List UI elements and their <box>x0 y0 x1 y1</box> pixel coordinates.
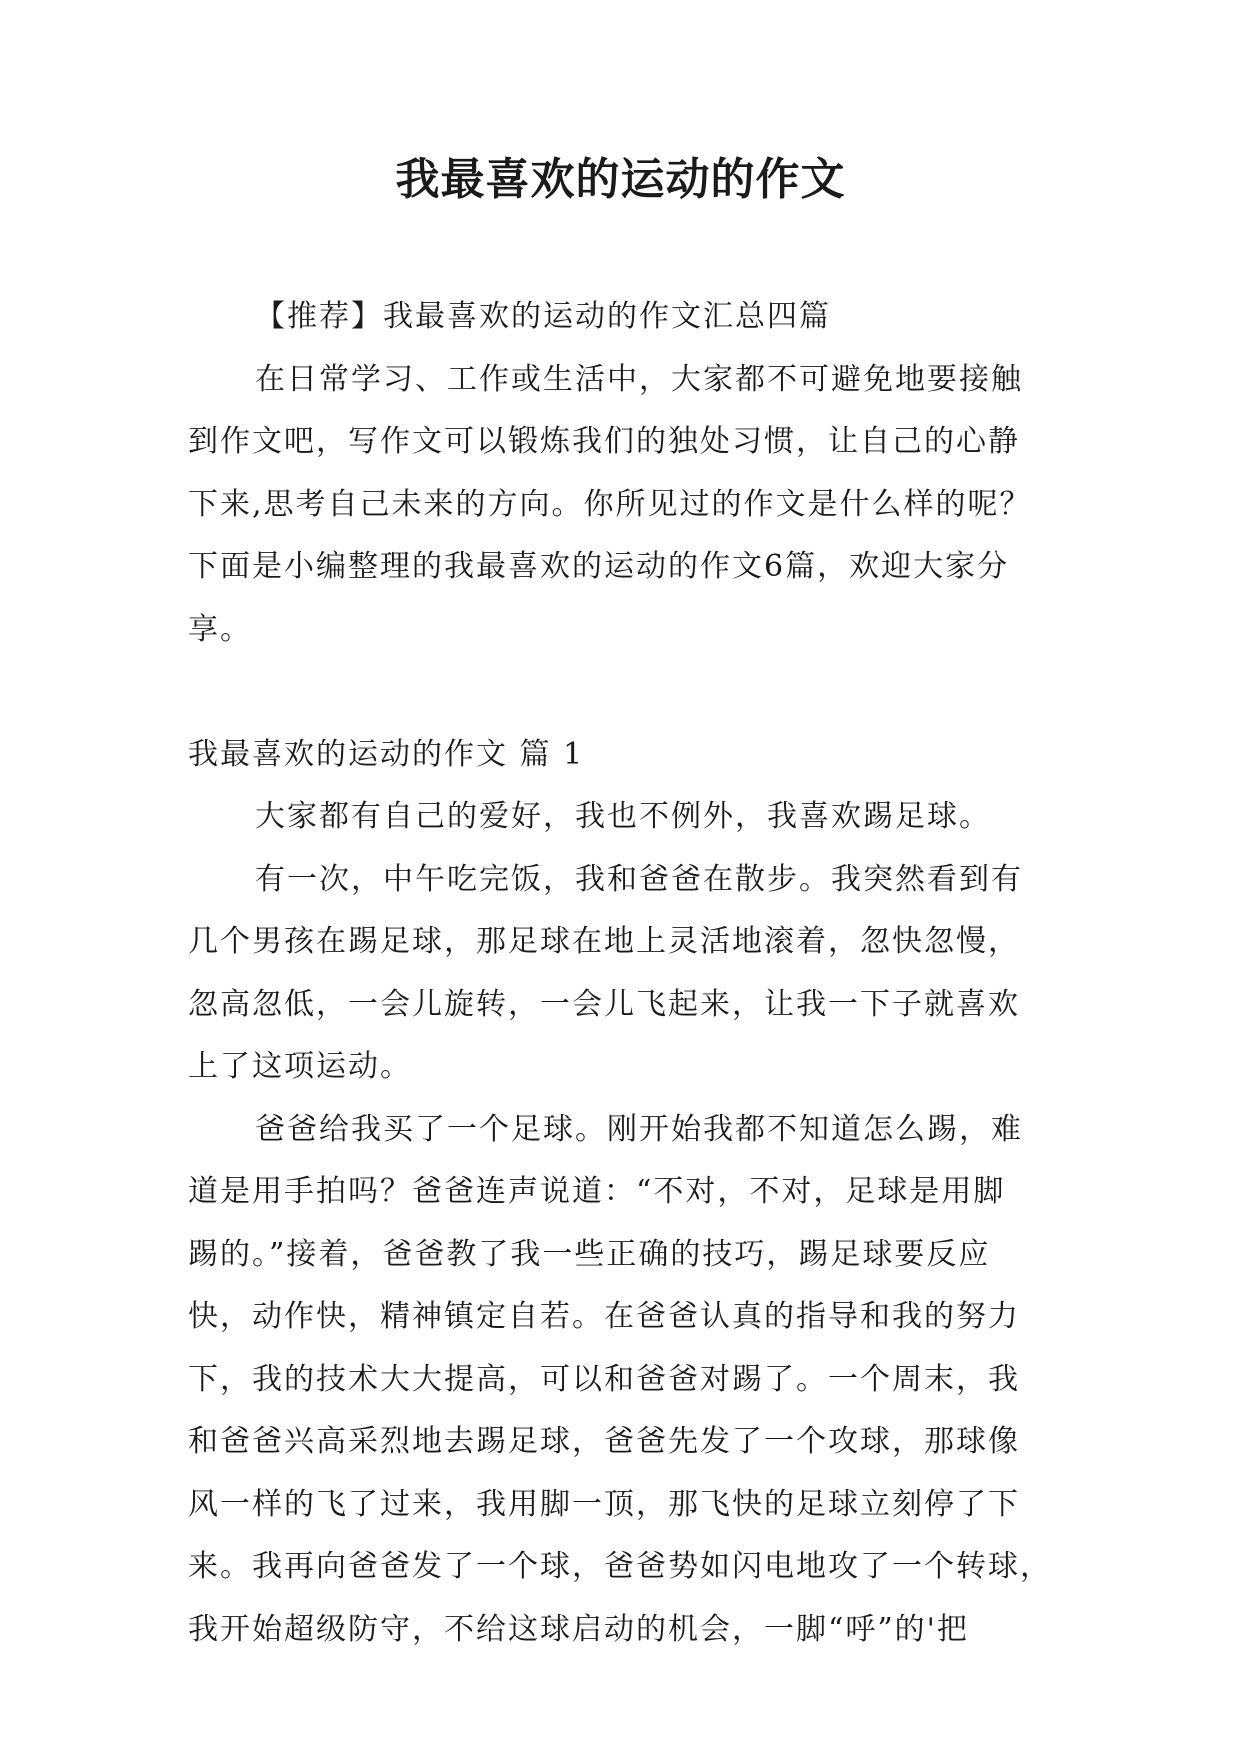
text-line: 下来,思考自己未来的方向。你所见过的作文是什么样的呢？ <box>188 486 1032 522</box>
intro-paragraph <box>188 349 1068 662</box>
section-paragraph-2 <box>188 849 1068 1099</box>
text-line: 下面是小编整理的我最喜欢的运动的作文6篇，欢迎大家分 <box>188 549 1010 584</box>
text-line: 有一次，中午吃完饭，我和爸爸在散步。我突然看到有 <box>255 861 1023 897</box>
text-line: 下，我的技术大大提高，可以和爸爸对踢了。一个周末，我 <box>188 1361 1020 1397</box>
text-line: 来。我再向爸爸发了一个球，爸爸势如闪电地攻了一个转球， <box>188 1549 1052 1584</box>
spacer <box>188 661 1068 724</box>
text-line: 踢的。”接着，爸爸教了我一些正确的技巧，踢足球要反应 <box>188 1236 991 1272</box>
document-title: 我最喜欢的运动的作文 <box>395 154 846 205</box>
text-line: 到作文吧，写作文可以锻炼我们的独处习惯，让自己的心静 <box>188 424 1020 459</box>
text-line: 上了这项运动。 <box>188 1049 412 1084</box>
document-body <box>188 286 1068 1661</box>
text-line: 忽高忽低，一会儿旋转，一会儿飞起来，让我一下子就喜欢 <box>188 986 1020 1022</box>
text-line: 我开始超级防守，不给这球启动的机会，一脚“呼”的'把 <box>188 1611 969 1647</box>
text-line: 风一样的飞了过来，我用脚一顶，那飞快的足球立刻停了下 <box>188 1486 1020 1522</box>
text-line: 几个男孩在踢足球，那足球在地上灵活地滚着，忽快忽慢， <box>188 924 1020 959</box>
text-line: 和爸爸兴高采烈地去踢足球，爸爸先发了一个攻球，那球像 <box>188 1424 1020 1459</box>
intro-lead-line: 【推荐】我最喜欢的运动的作文汇总四篇 <box>255 299 831 334</box>
text-line: 爸爸给我买了一个足球。刚开始我都不知道怎么踢，难 <box>255 1111 1023 1147</box>
text-line: 在日常学习、工作或生活中，大家都不可避免地要接触 <box>255 361 1023 397</box>
section-paragraph-3 <box>188 1099 1068 1662</box>
section-paragraph-1 <box>188 786 1068 849</box>
section-heading: 我最喜欢的运动的作文 篇 1 <box>188 736 585 772</box>
text-line: 享。 <box>188 611 252 647</box>
text-line: 快，动作快，精神镇定自若。在爸爸认真的指导和我的努力 <box>188 1299 1020 1334</box>
text-line: 道是用手拍吗？爸爸连声说道：“不对，不对，足球是用脚 <box>188 1174 1006 1209</box>
text-line: 大家都有自己的爱好，我也不例外，我喜欢踢足球。 <box>255 799 991 834</box>
